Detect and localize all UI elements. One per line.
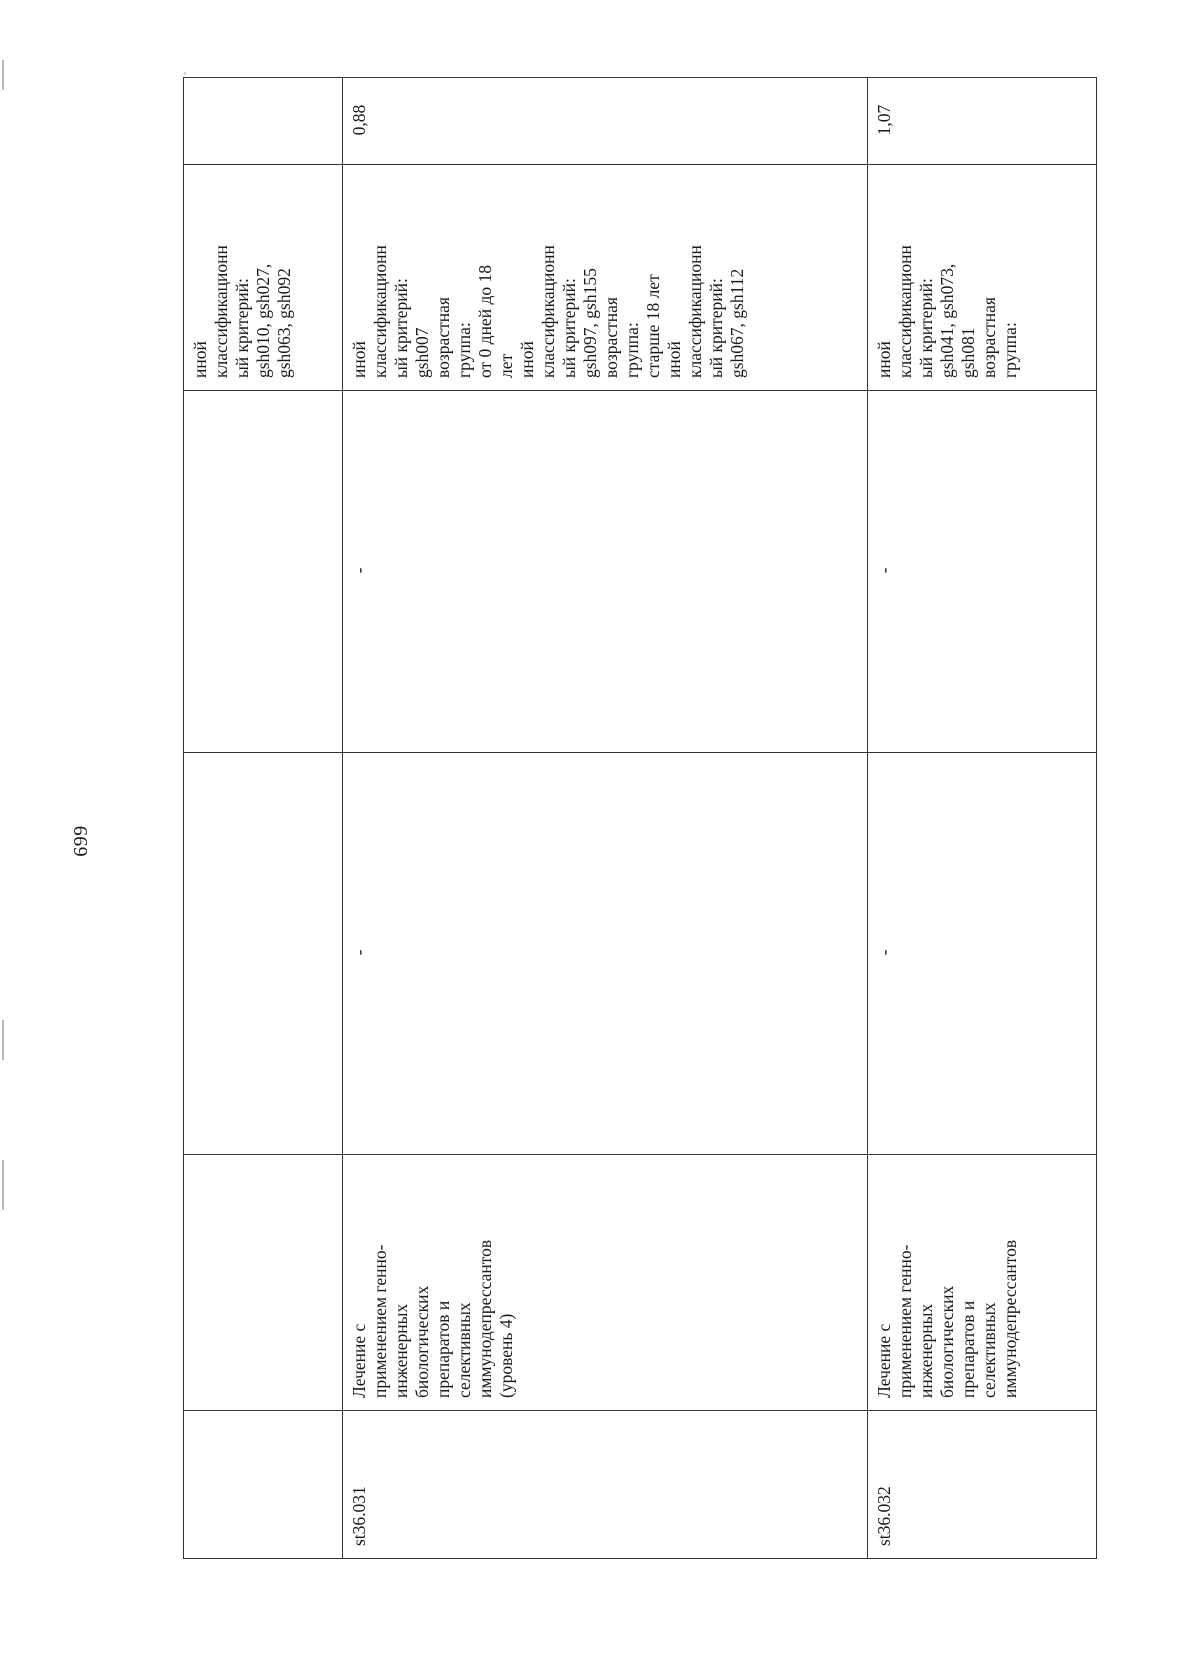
cell-criteria: иной классификационн ый критерий: gsh010, gsh027, gsh063, gsh092 (184, 165, 343, 391)
cell-coefficient (184, 78, 343, 165)
page-number: 699 (70, 825, 92, 857)
cell-col-b: - (868, 391, 1097, 753)
cell-coefficient: 0,88 (343, 78, 868, 165)
cell-col-a: - (868, 753, 1097, 1155)
table-row (184, 78, 343, 1559)
cell-criteria: иной классификационн ый критерий: gsh041, gsh073, gsh081 возрастная группа: (868, 165, 1097, 391)
table-row (868, 78, 1097, 1559)
cell-col-b (184, 391, 343, 753)
cell-code: st36.032 (868, 1411, 1097, 1559)
cell-col-a: - (343, 753, 868, 1155)
tariff-table (183, 77, 1097, 1559)
cell-name: Лечение с применением генно- инженерных биологических препаратов и селективных иммунодепрессантов (уровень 4) (343, 1155, 868, 1411)
cell-coefficient: 1,07 (868, 78, 1097, 165)
cell-col-a (184, 753, 343, 1155)
cell-name (184, 1155, 343, 1411)
cell-criteria: иной классификационн ый критерий: gsh007 возрастная группа: от 0 дней до 18 лет иной классификационн ый критерий: gsh097, gsh155 возрастная группа: старше 18 лет иной классификационн ый критерий: gsh067, gsh112 (343, 165, 868, 391)
cell-name: Лечение с применением генно- инженерных биологических препаратов и селективных иммунодепрессантов (868, 1155, 1097, 1411)
cell-col-b: - (343, 391, 868, 753)
cell-code: st36.031 (343, 1411, 868, 1559)
cell-code (184, 1411, 343, 1559)
table-row (343, 78, 868, 1559)
